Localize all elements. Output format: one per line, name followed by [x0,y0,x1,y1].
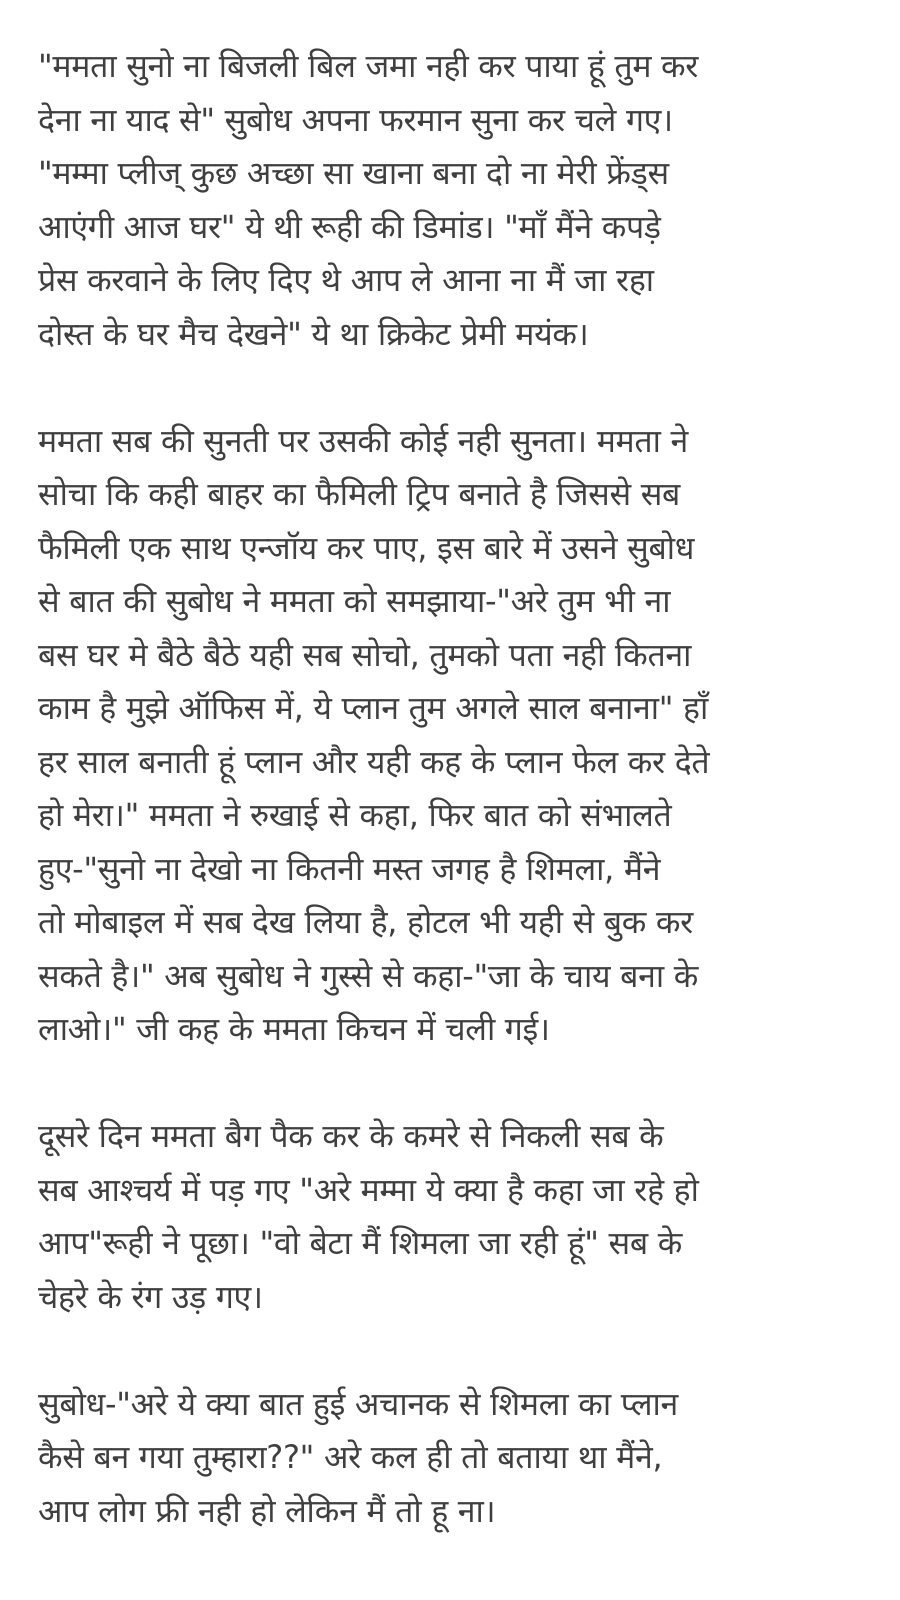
text-line: कैसे बन गया तुम्हारा??" अरे कल ही तो बताया था मैंने, [38,1438,663,1476]
text-line: लाओ।" जी कह के ममता किचन में चली गई। [38,1010,550,1048]
text-line: दोस्त के घर मैच देखने" ये था क्रिकेट प्रेमी मयंक। [38,314,589,353]
text-line: देना ना याद से" सुबोध अपना फरमान सुना कर चले गए। [38,100,673,139]
text-line: काम है मुझे ऑफिस में, ये प्लान तुम अगले साल बनाना" हाँ [38,689,709,727]
text-line: हुए-"सुनो ना देखो ना कितनी मस्त जगह है शिमला, मैंने [38,849,661,888]
story-text [38,40,862,1538]
text-line: तो मोबाइल में सब देख लिया है, होटल भी यही से बुक कर [38,903,693,941]
text-line: बस घर मे बैठे बैठे यही सब सोचो, तुमको पता नही कितना [38,635,692,674]
text-line: "ममता सुनो ना बिजली बिल जमा नही कर पाया हूं तुम कर [38,47,699,85]
text-line: हो मेरा।" ममता ने रुखाई से कहा, फिर बात को संभालते [38,796,672,834]
paragraph-2 [38,415,862,1057]
text-line: सकते है।" अब सुबोध ने गुस्से से कहा-"जा के चाय बना के [38,956,698,995]
paragraph-1 [38,40,862,361]
text-line: सुबोध-"अरे ये क्या बात हुई अचानक से शिमला का प्लान [38,1384,678,1423]
text-line: आप लोग फ्री नही हो लेकिन मैं तो हू ना। [38,1491,496,1530]
text-line: से बात की सुबोध ने ममता को समझाया-"अरे तुम भी ना [38,582,671,620]
text-line: "मम्मा प्लीज् कुछ अच्छा सा खाना बना दो ना मेरी फ्रेंड्स [38,154,669,192]
paragraph-4 [38,1378,862,1539]
text-line: सोचा कि कही बाहर का फैमिली ट्रिप बनाते है जिससे सब [38,475,680,513]
text-line: चेहरे के रंग उड़ गए। [38,1277,263,1316]
text-line: हर साल बनाती हूं प्लान और यही कह के प्लान फेल कर देते [38,742,710,781]
text-line: आप"रूही ने पूछा। "वो बेटा मैं शिमला जा रही हूं" सब के [38,1224,683,1262]
text-line: प्रेस करवाने के लिए दिए थे आप ले आना ना मैं जा रहा [38,261,654,299]
text-line: फैमिली एक साथ एन्जॉय कर पाए, इस बारे में उसने सुबोध [38,528,695,567]
text-line: सब आश्चर्य में पड़ गए "अरे मम्मा ये क्या है कहा जा रहे हो [38,1170,699,1209]
text-line: दूसरे दिन ममता बैग पैक कर के कमरे से निकली सब के [38,1117,664,1155]
text-line: आएंगी आज घर" ये थी रूही की डिमांड। "माँ मैंने कपड़े [38,207,661,246]
text-line: ममता सब की सुनती पर उसकी कोई नही सुनता। ममता ने [38,421,688,460]
paragraph-3 [38,1110,862,1324]
